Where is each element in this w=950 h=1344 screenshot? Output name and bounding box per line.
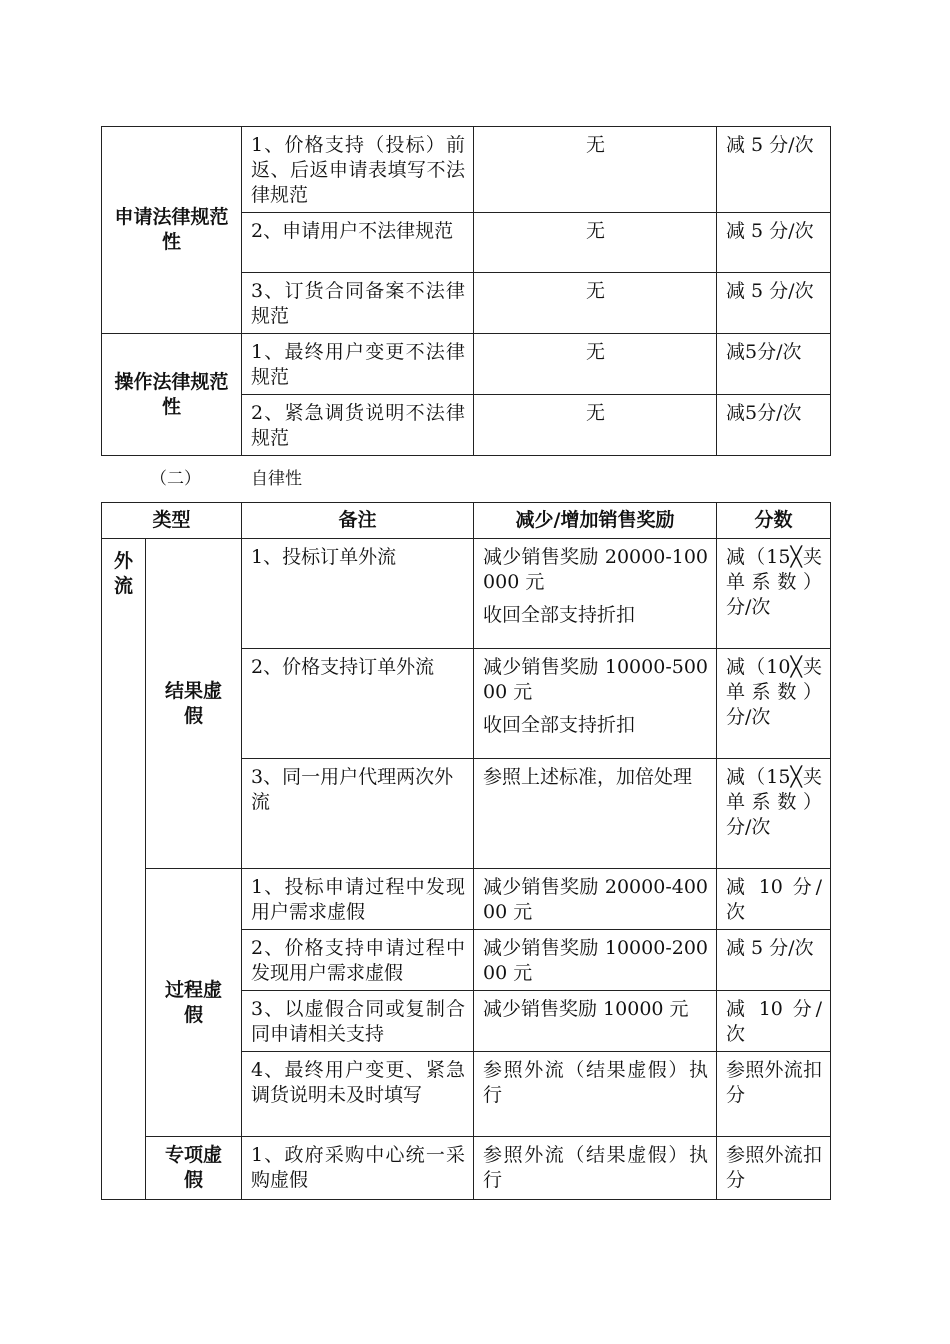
reward-cell: 参照外流（结果虚假）执行 [474, 1052, 717, 1137]
reward-cell: 无 [474, 273, 717, 334]
item-cell: 3、同一用户代理两次外流 [242, 759, 474, 869]
table-row [102, 869, 831, 930]
score-cell: 减（10╳夹单系数）分/次 [717, 649, 831, 759]
reward-extra: 收回全部支持折扣 [483, 604, 636, 626]
score-cell: 减 5 分/次 [717, 930, 831, 991]
category-cell: 申请法律规范性 [102, 127, 242, 334]
section-number: （二） [150, 469, 201, 489]
self-discipline-table [101, 502, 831, 1200]
section-heading [150, 464, 302, 489]
score-cell: 减 10 分/次 [717, 991, 831, 1052]
category-cell: 专项虚假 [146, 1137, 242, 1200]
legal-compliance-table [101, 126, 831, 456]
item-cell: 1、投标订单外流 [242, 539, 474, 649]
header-score: 分数 [717, 503, 831, 539]
reward-text: 减少销售奖励 20000-100000 元 [483, 546, 709, 593]
score-cell: 减（15╳夹单系数）分/次 [717, 539, 831, 649]
score-cell: 减5分/次 [717, 395, 831, 456]
reward-cell [474, 649, 717, 759]
table-row [102, 539, 831, 649]
main-category-cell: 外流 [102, 539, 146, 1200]
table-row [102, 334, 831, 395]
score-cell: 减 5 分/次 [717, 273, 831, 334]
item-cell: 1、政府采购中心统一采购虚假 [242, 1137, 474, 1200]
item-cell: 4、最终用户变更、紧急调货说明未及时填写 [242, 1052, 474, 1137]
header-type: 类型 [102, 503, 242, 539]
score-cell: 减（15╳夹单系数）分/次 [717, 759, 831, 869]
category-cell: 过程虚假 [146, 869, 242, 1137]
score-cell: 参照外流扣分 [717, 1052, 831, 1137]
score-cell: 减 5 分/次 [717, 127, 831, 213]
table-header-row [102, 503, 831, 539]
reward-cell: 减少销售奖励 10000 元 [474, 991, 717, 1052]
reward-cell: 无 [474, 213, 717, 273]
reward-cell: 无 [474, 395, 717, 456]
reward-cell [474, 539, 717, 649]
reward-cell: 减少销售奖励 20000-40000 元 [474, 869, 717, 930]
score-cell: 减5分/次 [717, 334, 831, 395]
table-row [102, 127, 831, 213]
reward-text: 减少销售奖励 10000-50000 元 [483, 656, 709, 703]
item-cell: 1、价格支持（投标）前返、后返申请表填写不法律规范 [242, 127, 474, 213]
item-cell: 2、价格支持订单外流 [242, 649, 474, 759]
score-cell: 减 5 分/次 [717, 213, 831, 273]
reward-cell: 减少销售奖励 10000-20000 元 [474, 930, 717, 991]
reward-cell: 参照外流（结果虚假）执行 [474, 1137, 717, 1200]
table-row [102, 1137, 831, 1200]
item-cell: 1、最终用户变更不法律规范 [242, 334, 474, 395]
item-cell: 2、价格支持申请过程中发现用户需求虚假 [242, 930, 474, 991]
reward-cell: 无 [474, 334, 717, 395]
item-cell: 3、以虚假合同或复制合同申请相关支持 [242, 991, 474, 1052]
category-cell: 结果虚假 [146, 539, 242, 869]
score-cell: 减 10 分/次 [717, 869, 831, 930]
item-cell: 3、订货合同备案不法律规范 [242, 273, 474, 334]
reward-cell: 参照上述标准，加倍处理 [474, 759, 717, 869]
header-note: 备注 [242, 503, 474, 539]
item-cell: 1、投标申请过程中发现用户需求虚假 [242, 869, 474, 930]
item-cell: 2、紧急调货说明不法律规范 [242, 395, 474, 456]
reward-cell: 无 [474, 127, 717, 213]
category-cell: 操作法律规范性 [102, 334, 242, 456]
section-title: 自律性 [251, 469, 302, 489]
score-cell: 参照外流扣分 [717, 1137, 831, 1200]
reward-extra: 收回全部支持折扣 [483, 714, 636, 736]
header-reward: 减少/增加销售奖励 [474, 503, 717, 539]
item-cell: 2、申请用户不法律规范 [242, 213, 474, 273]
